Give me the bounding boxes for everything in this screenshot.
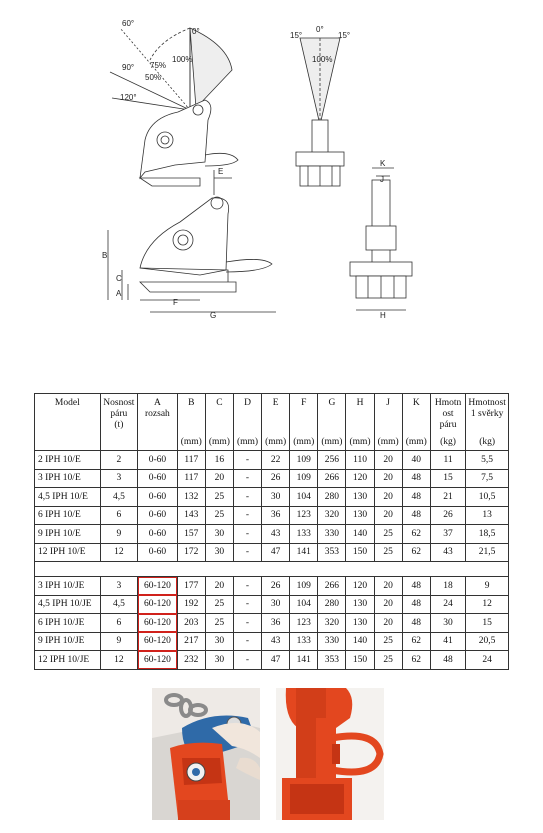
table-cell: 48 [430, 651, 465, 670]
dimension-label: F [173, 298, 178, 307]
table-cell: 48 [402, 614, 430, 633]
table-cell: 20 [374, 488, 402, 507]
table-cell: 130 [346, 614, 374, 633]
table-cell: - [233, 488, 261, 507]
table-cell: 266 [318, 469, 346, 488]
spec-table [34, 393, 509, 670]
table-cell: 9 [100, 632, 138, 651]
angle-label: 0° [316, 25, 324, 34]
table-cell: 30 [262, 595, 290, 614]
table-cell: 60-120 [138, 595, 178, 614]
table-cell: 30 [205, 651, 233, 670]
table-cell: 0-60 [138, 451, 178, 470]
column-header [374, 394, 402, 451]
angle-label: 0° [192, 27, 200, 36]
clamp-photo-left [152, 688, 260, 820]
column-header-line: C [216, 398, 223, 408]
column-unit: (mm) [180, 437, 202, 447]
table-cell: 48 [402, 577, 430, 596]
model-cell: 3 IPH 10/JE [35, 577, 101, 596]
column-unit: (mm) [405, 437, 427, 447]
table-row [35, 614, 509, 633]
table-cell: 43 [262, 525, 290, 544]
table-cell: 30 [205, 543, 233, 562]
model-cell: 2 IPH 10/E [35, 451, 101, 470]
table-cell: 62 [402, 525, 430, 544]
table-cell: 6 [100, 614, 138, 633]
table-cell: 20 [374, 595, 402, 614]
table-cell: 320 [318, 506, 346, 525]
clamp-photo-left-image [152, 688, 260, 820]
spacer-cell [35, 562, 509, 577]
table-cell: 0-60 [138, 506, 178, 525]
table-cell: 16 [205, 451, 233, 470]
table-row [35, 651, 509, 670]
column-header [318, 394, 346, 451]
angle-label: 75% [150, 61, 167, 70]
table-cell: 25 [374, 651, 402, 670]
table-cell: 13 [466, 506, 509, 525]
table-cell: 9 [100, 525, 138, 544]
column-unit: (mm) [208, 437, 230, 447]
table-cell: - [233, 506, 261, 525]
column-header-line: ost [442, 409, 454, 419]
table-body-e-series [35, 451, 509, 562]
table-cell: 20 [205, 469, 233, 488]
table-cell: 48 [402, 506, 430, 525]
table-cell: 21,5 [466, 543, 509, 562]
table-cell: 60-120 [138, 577, 178, 596]
table-cell: 12 [100, 543, 138, 562]
table-cell: - [233, 525, 261, 544]
table-cell: 0-60 [138, 525, 178, 544]
column-header-line: 1 svěrky [470, 409, 504, 419]
column-header [346, 394, 374, 451]
table-cell: 117 [177, 469, 205, 488]
table-cell: 62 [402, 543, 430, 562]
table-cell: 280 [318, 595, 346, 614]
model-cell: 9 IPH 10/JE [35, 632, 101, 651]
table-cell: 4,5 [100, 488, 138, 507]
column-header-line: páru [110, 409, 128, 419]
column-header-line: D [244, 398, 251, 408]
table-cell: - [233, 632, 261, 651]
table-cell: 130 [346, 506, 374, 525]
column-header [430, 394, 465, 451]
table-cell: 25 [374, 543, 402, 562]
table-cell: 110 [346, 451, 374, 470]
table-cell: 20,5 [466, 632, 509, 651]
table-cell: 5,5 [466, 451, 509, 470]
table-cell: 20 [374, 506, 402, 525]
table-cell: 60-120 [138, 614, 178, 633]
table-cell: 43 [262, 632, 290, 651]
table-cell: 26 [430, 506, 465, 525]
table-cell: 47 [262, 543, 290, 562]
table-cell: 133 [290, 632, 318, 651]
column-unit: (mm) [349, 437, 371, 447]
column-header-line: J [386, 398, 390, 408]
model-cell: 12 IPH 10/E [35, 543, 101, 562]
table-cell: 30 [205, 632, 233, 651]
table-row [35, 451, 509, 470]
technical-drawing [0, 0, 543, 340]
column-header-line: Hmotn [434, 398, 462, 408]
column-header [138, 394, 178, 451]
table-cell: - [233, 469, 261, 488]
table-cell: 36 [262, 614, 290, 633]
table-cell: 30 [205, 525, 233, 544]
model-cell: 6 IPH 10/JE [35, 614, 101, 633]
column-header [290, 394, 318, 451]
table-cell: 48 [402, 469, 430, 488]
column-header [233, 394, 261, 451]
table-cell: 0-60 [138, 488, 178, 507]
column-header-line: Model [54, 398, 80, 408]
table-cell: 48 [402, 488, 430, 507]
table-cell: 25 [374, 632, 402, 651]
column-unit: (mm) [236, 437, 259, 447]
table-cell: 47 [262, 651, 290, 670]
table-cell: 140 [346, 632, 374, 651]
table-cell: 26 [262, 469, 290, 488]
table-cell: - [233, 577, 261, 596]
table-cell: 25 [205, 506, 233, 525]
table-cell: 12 [100, 651, 138, 670]
table-row [35, 506, 509, 525]
table-cell: 353 [318, 543, 346, 562]
table-cell: 177 [177, 577, 205, 596]
column-unit: (kg) [440, 437, 456, 447]
column-unit: (mm) [265, 437, 287, 447]
table-cell: 60-120 [138, 632, 178, 651]
column-header-line: H [356, 398, 364, 408]
table-row [35, 595, 509, 614]
column-header-line: Hmotnost [468, 398, 506, 408]
table-cell: 130 [346, 488, 374, 507]
table-cell: 150 [346, 543, 374, 562]
table-cell: 123 [290, 614, 318, 633]
model-cell: 3 IPH 10/E [35, 469, 101, 488]
column-header [35, 394, 101, 451]
table-cell: - [233, 614, 261, 633]
table-cell: 15 [466, 614, 509, 633]
table-cell: 24 [466, 651, 509, 670]
table-cell: 11 [430, 451, 465, 470]
clamp-photo-right [276, 688, 384, 820]
clamp-photo-right-image [276, 688, 384, 820]
table-cell: 133 [290, 525, 318, 544]
table-cell: 22 [262, 451, 290, 470]
table-cell: 140 [346, 525, 374, 544]
dimension-label: H [380, 311, 386, 320]
table-cell: 25 [205, 614, 233, 633]
column-header [262, 394, 290, 451]
table-cell: 20 [374, 451, 402, 470]
angle-label: 15° [290, 31, 303, 40]
column-header [466, 394, 509, 451]
table-cell: 9 [466, 577, 509, 596]
table-cell: 0-60 [138, 543, 178, 562]
table-cell: 25 [205, 488, 233, 507]
table-row [35, 488, 509, 507]
table-cell: 143 [177, 506, 205, 525]
table-cell: 20 [374, 614, 402, 633]
table-header-row [35, 394, 509, 451]
column-header-line: F [301, 398, 307, 408]
table-cell: 40 [402, 451, 430, 470]
table-cell: 2 [100, 451, 138, 470]
model-cell: 6 IPH 10/E [35, 506, 101, 525]
table-cell: 330 [318, 525, 346, 544]
table-cell: 280 [318, 488, 346, 507]
table-cell: 26 [262, 577, 290, 596]
angle-label: 90° [122, 63, 135, 72]
dimension-label: E [218, 167, 224, 176]
table-cell: 6 [100, 506, 138, 525]
model-cell: 4,5 IPH 10/E [35, 488, 101, 507]
table-cell: 3 [100, 577, 138, 596]
table-cell: 3 [100, 469, 138, 488]
table-cell: 157 [177, 525, 205, 544]
table-cell: 20 [205, 577, 233, 596]
table-spacer-row [35, 562, 509, 577]
table-cell: 48 [402, 595, 430, 614]
table-cell: 20 [374, 469, 402, 488]
table-cell: 109 [290, 451, 318, 470]
table-cell: 132 [177, 488, 205, 507]
table-cell: 12 [466, 595, 509, 614]
dimension-label: C [116, 274, 122, 283]
model-cell: 4,5 IPH 10/JE [35, 595, 101, 614]
table-cell: 37 [430, 525, 465, 544]
dimension-label: A [116, 289, 122, 298]
clamp-drawing-svg [0, 0, 543, 340]
table-cell: 62 [402, 632, 430, 651]
table-cell: 320 [318, 614, 346, 633]
table-cell: 117 [177, 451, 205, 470]
table-cell: 30 [262, 488, 290, 507]
column-unit: (kg) [479, 437, 496, 447]
table-cell: 41 [430, 632, 465, 651]
table-cell: 30 [430, 614, 465, 633]
model-cell: 9 IPH 10/E [35, 525, 101, 544]
column-header-line: A [153, 398, 161, 408]
angle-label: 120° [120, 93, 137, 102]
table-cell: 43 [430, 543, 465, 562]
model-cell: 12 IPH 10/JE [35, 651, 101, 670]
table-cell: 232 [177, 651, 205, 670]
column-header-line: K [412, 398, 420, 408]
table-cell: - [233, 595, 261, 614]
angle-label: 50% [145, 73, 162, 82]
table-cell: 24 [430, 595, 465, 614]
table-cell: 150 [346, 651, 374, 670]
table-cell: 109 [290, 469, 318, 488]
table-cell: 203 [177, 614, 205, 633]
column-unit: (mm) [377, 437, 399, 447]
table-cell: 21 [430, 488, 465, 507]
table-row [35, 543, 509, 562]
table-cell: 60-120 [138, 651, 178, 670]
table-cell: 0-60 [138, 469, 178, 488]
table-cell: 4,5 [100, 595, 138, 614]
table-cell: 62 [402, 651, 430, 670]
column-header [100, 394, 138, 451]
table-cell: 123 [290, 506, 318, 525]
table-body-je-series [35, 577, 509, 670]
table-cell: 20 [374, 577, 402, 596]
table-cell: 120 [346, 577, 374, 596]
table-cell: 10,5 [466, 488, 509, 507]
table-cell: 266 [318, 577, 346, 596]
column-header-line: B [188, 398, 195, 408]
table-cell: 25 [374, 525, 402, 544]
table-cell: 192 [177, 595, 205, 614]
table-cell: 130 [346, 595, 374, 614]
table-row [35, 469, 509, 488]
table-cell: 256 [318, 451, 346, 470]
angle-label: 100% [172, 55, 193, 64]
dimension-label: J [380, 175, 384, 184]
table-row [35, 525, 509, 544]
angle-label: 60° [122, 19, 135, 28]
table-cell: 15 [430, 469, 465, 488]
table-cell: 109 [290, 577, 318, 596]
column-unit: (mm) [293, 437, 315, 447]
table-row [35, 632, 509, 651]
table-cell: 141 [290, 651, 318, 670]
column-header [205, 394, 233, 451]
dimension-label: B [102, 251, 108, 260]
angle-label: 100% [312, 55, 333, 64]
table-cell: 172 [177, 543, 205, 562]
column-header [177, 394, 205, 451]
column-header-line: páru [439, 420, 457, 430]
table-cell: 18 [430, 577, 465, 596]
column-unit: (mm) [321, 437, 343, 447]
table-cell: 25 [205, 595, 233, 614]
column-header-line: E [272, 398, 279, 408]
column-header [402, 394, 430, 451]
column-header-line: Nosnost [103, 398, 135, 408]
table-cell: - [233, 651, 261, 670]
table-cell: 36 [262, 506, 290, 525]
column-header-line: (t) [114, 420, 124, 430]
table-row [35, 577, 509, 596]
table-cell: 141 [290, 543, 318, 562]
angle-label: 15° [338, 31, 351, 40]
table-cell: 104 [290, 488, 318, 507]
table-cell: 120 [346, 469, 374, 488]
table-cell: 18,5 [466, 525, 509, 544]
dimension-label: G [210, 311, 217, 320]
column-header-line: rozsah [145, 409, 170, 419]
column-header-line: G [328, 398, 336, 408]
table-cell: 104 [290, 595, 318, 614]
table-cell: - [233, 543, 261, 562]
table-cell: - [233, 451, 261, 470]
table-cell: 217 [177, 632, 205, 651]
table-cell: 7,5 [466, 469, 509, 488]
table-cell: 330 [318, 632, 346, 651]
dimension-label: K [380, 159, 386, 168]
table-cell: 353 [318, 651, 346, 670]
